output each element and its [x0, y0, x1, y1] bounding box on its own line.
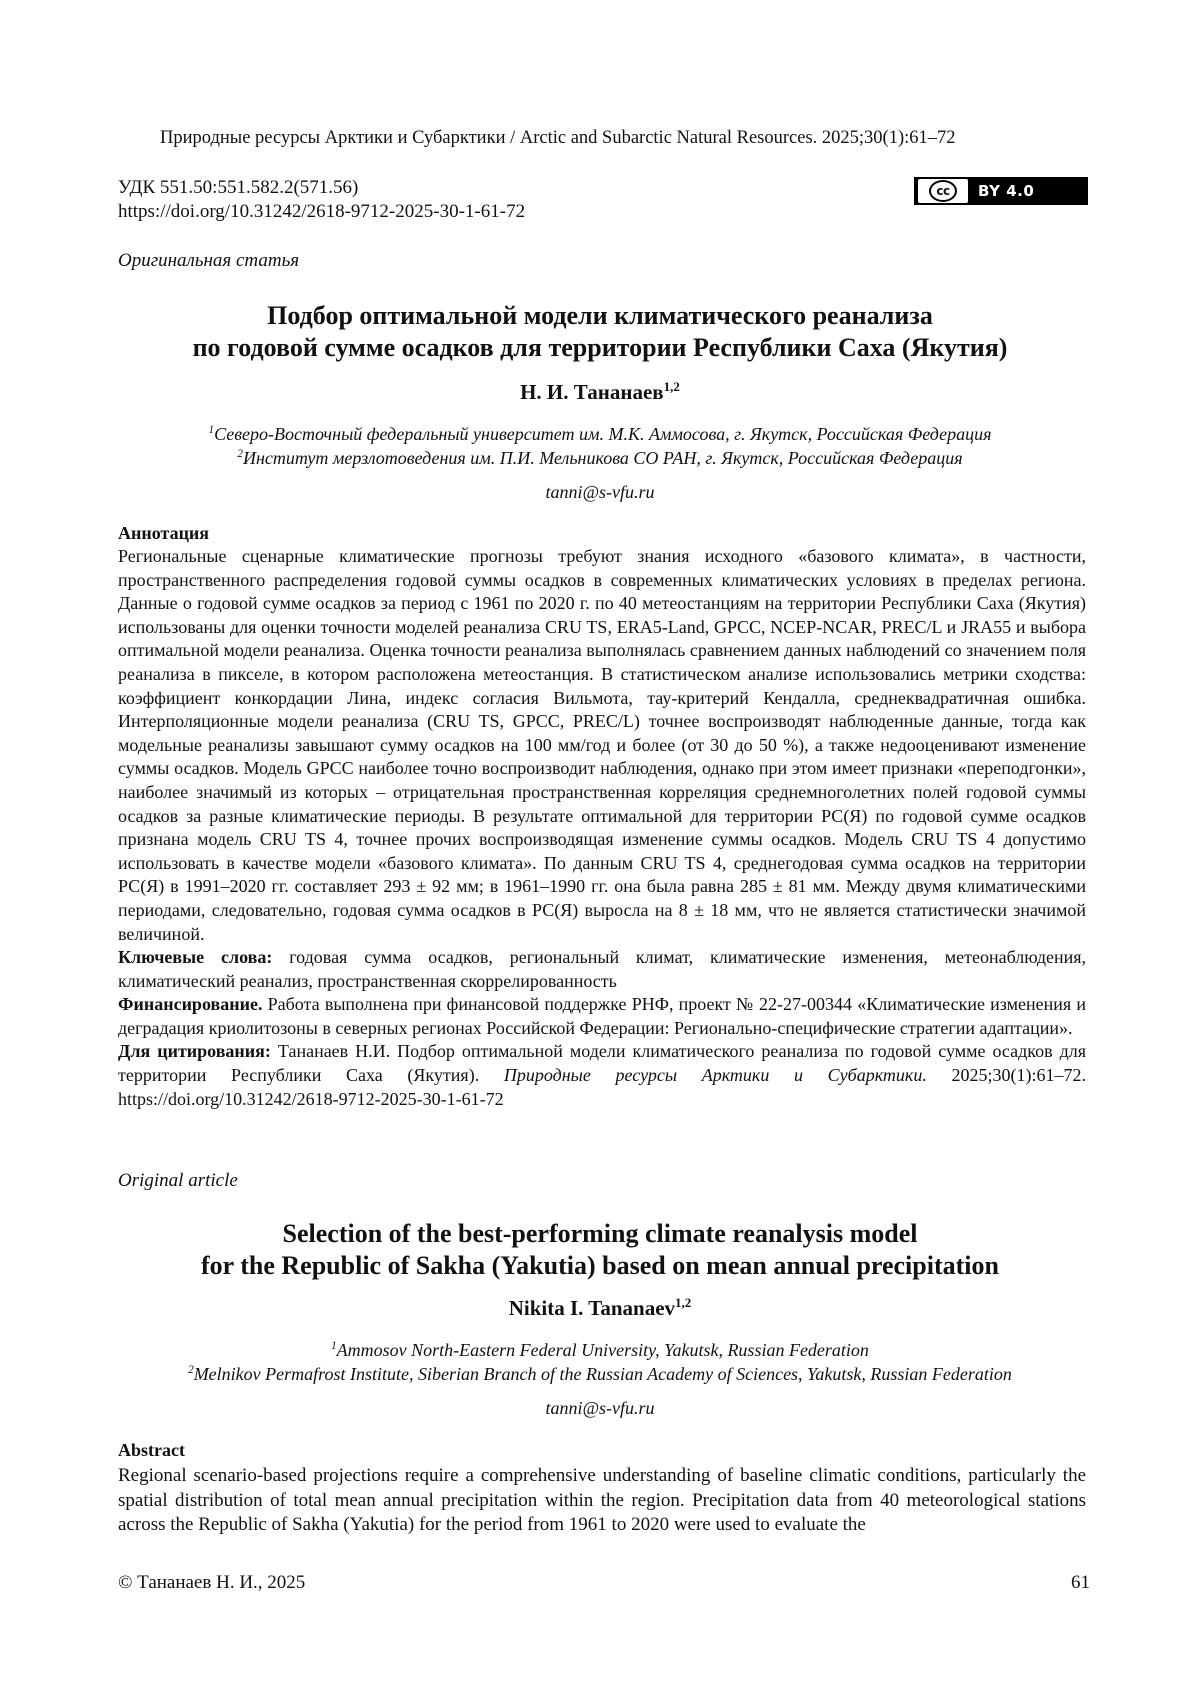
ru-funding: Финансирование. Работа выполнена при финансовой поддержке РНФ, проект № 22-27-00344 «Климатические изменения и деградация криолитозоны в северных регионах Российской Федерации: Регионально-специфические стратегии адаптации».: [118, 994, 1087, 1038]
ru-abstract-text: Региональные сценарные климатические прогнозы требуют знания исходного «базового климата», в частности, пространственного распределения годовой суммы осадков в современных климатических условиях в пределах региона. Данные о годовой сумме осадков за период с 1961 по 2020 г. по 40 метеостанциям на территории Республики Саха (Якутия) использованы для оценки точности моделей реанализа CRU TS, ERA5-Land, GPCC, NCEP-NCAR, PREC/L и JRA55 и выбора оптимальной модели реанализа. Оценка точности реанализа выполнялась сравнением данных наблюдений со значением поля реанализа в пикселе, в котором расположена метеостанция. В статистическом анализе использовались метрики сходства: коэффициент конкордации Лина, индекс согласия Вильмота, тау-критерий Кендалла, среднеквадратичная ошибка. Интерполяционные модели реанализа (CRU TS, GPCC, PREC/L) точнее воспроизводят наблюденные данные, тогда как модельные реанализы завышают сумму осадков на 100 мм/год и более (от 30 до 50 %), а также недооценивают изменение суммы осадков. Модель GPCC наиболее точно воспроизводит наблюдения, однако при этом имеет признаки «переподгонки», наиболее значимый из которых – отрицательная пространственная корреляция среднемноголетних полей годовой суммы осадков за разные климатические периоды. В результате оптимальной для территории РС(Я) по годовой сумме осадков признана модель CRU TS 4, точнее прочих воспроизводящая изменение суммы осадков. Модель CRU TS 4 допустимо использовать в качестве модели «базового климата». По данным CRU TS 4, среднегодовая сумма осадков на территории РС(Я) в 1991–2020 гг. составляет 293 ± 92 мм; в 1961–1990 гг. она была равна 285 ± 81 мм. Между двумя климатическими периодами, следовательно, годовая сумма осадков в РС(Я) выросла на 8 ± 18 мм, что не является статистически значимой величиной.: [118, 546, 1086, 944]
cc-license-badge[interactable]: [914, 177, 1088, 205]
page-number: 61: [1071, 1572, 1090, 1593]
ru-author-name: Н. И. Тананаев: [520, 380, 664, 404]
en-abstract-heading: Abstract: [118, 1440, 185, 1460]
udk-code: УДК 551.50:551.582.2(571.56): [118, 177, 359, 198]
en-article-type: Original article: [118, 1170, 238, 1191]
journal-citation-line: Природные ресурсы Арктики и Субарктики / Arctic and Subarctic Natural Resources. 2025;30(1):61–72: [160, 128, 956, 148]
ru-article-type: Оригинальная статья: [118, 250, 300, 271]
ru-article-title: [100, 300, 1100, 364]
ru-affiliations: [100, 422, 1100, 470]
en-email[interactable]: tanni@s-vfu.ru: [545, 1398, 655, 1418]
en-article-title: [100, 1218, 1100, 1282]
en-affiliation-1: $^1$Ammosov North-Eastern Federal University, Yakutsk, Russian Federation: [331, 1340, 869, 1360]
ru-title-line-2: по годовой сумме осадков для территории Республики Саха (Якутия): [192, 333, 1008, 362]
en-abstract-text: Regional scenario-based projections require a comprehensive understanding of baseline climatic conditions, particularly the spatial distribution of total mean annual precipitation within the region. Precipitation data from 40 meteorological stations across the Republic of Sakha (Yakutia) for the period from 1961 to 2020 were used to evaluate the: [118, 1465, 1086, 1535]
creative-commons-icon: cc: [929, 180, 957, 202]
ru-author: [100, 380, 1100, 405]
doi-link[interactable]: https://doi.org/10.31242/2618-9712-2025-30-1-61-72: [118, 201, 526, 222]
en-author-sup: 1,2: [675, 1295, 692, 1310]
ru-affiliation-1: $^1$Северо-Восточный федеральный университет им. М.К. Аммосова, г. Якутск, Российская Федерация: [208, 424, 992, 444]
en-author: [100, 1296, 1100, 1321]
ru-author-sup: 1,2: [663, 379, 680, 394]
ru-affiliation-2: $^2$Институт мерзлотоведения им. П.И. Мельникова СО РАН, г. Якутск, Российская Федерация: [237, 448, 963, 468]
ru-abstract-body: [118, 545, 1086, 1111]
en-title-line-1: Selection of the best-performing climate reanalysis model: [282, 1219, 918, 1248]
license-label: BY 4.0: [978, 182, 1035, 200]
udk-block: [118, 176, 525, 224]
en-author-name: Nikita I. Tananaev: [508, 1296, 676, 1320]
cc-logo: [918, 179, 968, 203]
ru-title-line-1: Подбор оптимальной модели климатического реанализа: [267, 301, 933, 330]
ru-keywords: Ключевые слова: годовая сумма осадков, региональный климат, климатические изменения, метеонаблюдения, климатический реанализ, пространственная скоррелированность: [118, 947, 1087, 991]
en-affiliation-2: $^2$Melnikov Permafrost Institute, Siberian Branch of the Russian Academy of Sciences, Yakutsk, Russian Federation: [188, 1364, 1012, 1384]
ru-email[interactable]: tanni@s-vfu.ru: [545, 482, 655, 502]
ru-abstract-heading: Аннотация: [118, 523, 210, 543]
en-title-line-2: for the Republic of Sakha (Yakutia) based on mean annual precipitation: [201, 1251, 999, 1280]
ru-citation: Для цитирования: Тананаев Н.И. Подбор оптимальной модели климатического реанализа по годовой сумме осадков для территории Республики Саха (Якутия). Природные ресурсы Арктики и Субарктики. 2025;30(1):61–72. https://doi.org/10.31242/2618-9712-2025-30-1-61-72: [118, 1041, 1087, 1109]
en-affiliations: [100, 1338, 1100, 1386]
copyright-notice: © Тананаев Н. И., 2025: [118, 1572, 306, 1593]
